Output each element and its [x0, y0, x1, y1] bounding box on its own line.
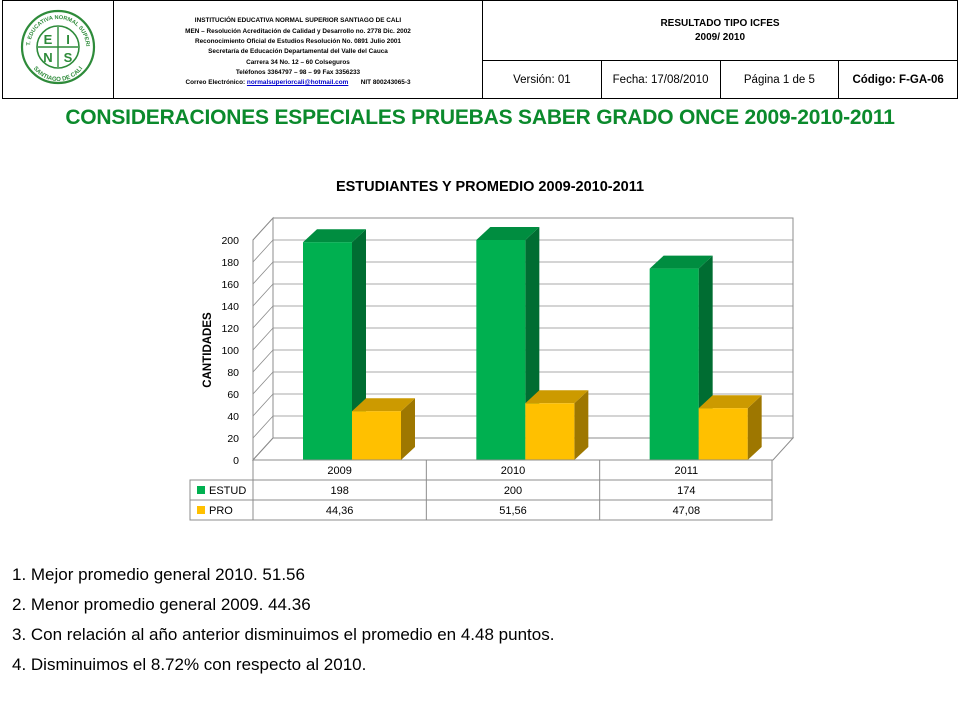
category-label: 2010 — [500, 465, 526, 477]
bar-estud — [650, 269, 699, 460]
nit-text: NIT 800243065-3 — [360, 79, 411, 87]
document-header — [2, 0, 958, 99]
y-axis-label: CANTIDADES — [202, 312, 214, 388]
institution-recognition: Reconocimiento Oficial de Estudios Resolución No. 0891 Julio 2001 — [195, 38, 401, 46]
chart-title: ESTUDIANTES Y PROMEDIO 2009-2010-2011 — [335, 179, 645, 195]
y-tick-label: 120 — [221, 323, 239, 335]
category-label: 2011 — [674, 465, 699, 477]
notes-list — [12, 560, 554, 680]
legend-label-estud: ESTUD — [209, 485, 247, 497]
data-label-pro: 44,36 — [325, 505, 354, 517]
chart-plot-area — [190, 218, 793, 520]
codigo-cell: Código: F-GA-06 — [839, 61, 958, 99]
logo-bottom-text: SANTIAGO DE CALI — [31, 65, 85, 84]
logo-letter-i: I — [66, 32, 70, 47]
note-item: 4. Disminuimos el 8.72% con respecto al 2010. — [12, 655, 367, 674]
page-title: CONSIDERACIONES ESPECIALES PRUEBAS SABER GRADO ONCE 2009-2010-2011 — [65, 106, 895, 129]
bar-pro — [525, 403, 574, 460]
legend-swatch-pro — [197, 506, 205, 514]
email-link[interactable]: normalsuperiorcali@hotmail.com — [246, 79, 349, 87]
bar-pro — [352, 411, 401, 460]
note-item: 1. Mejor promedio general 2010. 51.56 — [12, 565, 305, 584]
version-cell: Versión: 01 — [483, 61, 602, 99]
result-cell — [483, 1, 958, 61]
logo-cell — [3, 1, 114, 99]
data-label-estud: 200 — [503, 485, 523, 497]
y-tick-label: 40 — [227, 411, 239, 423]
data-label-estud: 174 — [677, 485, 696, 497]
bar-chart — [0, 170, 960, 535]
bar-estud — [303, 242, 352, 460]
note-item: 3. Con relación al año anterior disminuimos el promedio en 4.48 puntos. — [12, 625, 555, 644]
category-label: 2009 — [327, 465, 352, 477]
y-tick-label: 160 — [221, 279, 239, 291]
institution-name: INSTITUCIÓN EDUCATIVA NORMAL SUPERIOR SANTIAGO DE CALI — [194, 17, 402, 25]
bar-estud — [476, 240, 525, 460]
y-tick-label: 100 — [221, 345, 239, 357]
data-label-pro: 47,08 — [672, 505, 701, 517]
school-logo — [18, 7, 98, 87]
institution-email-line — [114, 78, 482, 88]
data-label-pro: 51,56 — [499, 505, 527, 517]
institution-info — [114, 1, 483, 99]
y-tick-label: 200 — [221, 235, 239, 247]
result-year: 2009/ 2010 — [694, 31, 746, 43]
y-tick-label: 60 — [227, 389, 239, 401]
legend-label-pro: PRO — [209, 505, 233, 517]
institution-phones: Teléfonos 3364797 – 98 – 99 Fax 3356233 — [235, 68, 361, 76]
email-prefix: Correo Electrónico: — [185, 79, 247, 87]
y-tick-label: 20 — [227, 433, 239, 445]
fecha-cell: Fecha: 17/08/2010 — [601, 61, 720, 99]
pagina-cell: Página 1 de 5 — [720, 61, 839, 99]
logo-ring-text: T. EDUCATIVA NORMAL SUPERI — [26, 14, 91, 47]
y-tick-label: 0 — [233, 455, 239, 467]
bar-pro — [699, 408, 748, 460]
logo-letter-s: S — [63, 50, 73, 65]
y-tick-label: 140 — [221, 301, 239, 313]
institution-secretaria: Secretaría de Educación Departamental del Valle del Cauca — [208, 48, 388, 56]
chart-data-table — [190, 460, 772, 520]
y-tick-label: 80 — [227, 367, 239, 379]
data-label-estud: 198 — [330, 485, 349, 497]
institution-accreditation: MEN – Resolución Acreditación de Calidad y Desarrollo no. 2778 Dic. 2002 — [185, 27, 411, 35]
legend-swatch-estud — [197, 486, 205, 494]
note-item: 2. Menor promedio general 2009. 44.36 — [12, 595, 311, 614]
institution-address: Carrera 34 No. 12 – 60 Colseguros — [246, 58, 350, 66]
logo-letter-e: E — [43, 32, 53, 47]
y-tick-label: 180 — [221, 257, 239, 269]
logo-letter-n: N — [43, 50, 53, 65]
result-title: RESULTADO TIPO ICFES — [660, 17, 780, 29]
